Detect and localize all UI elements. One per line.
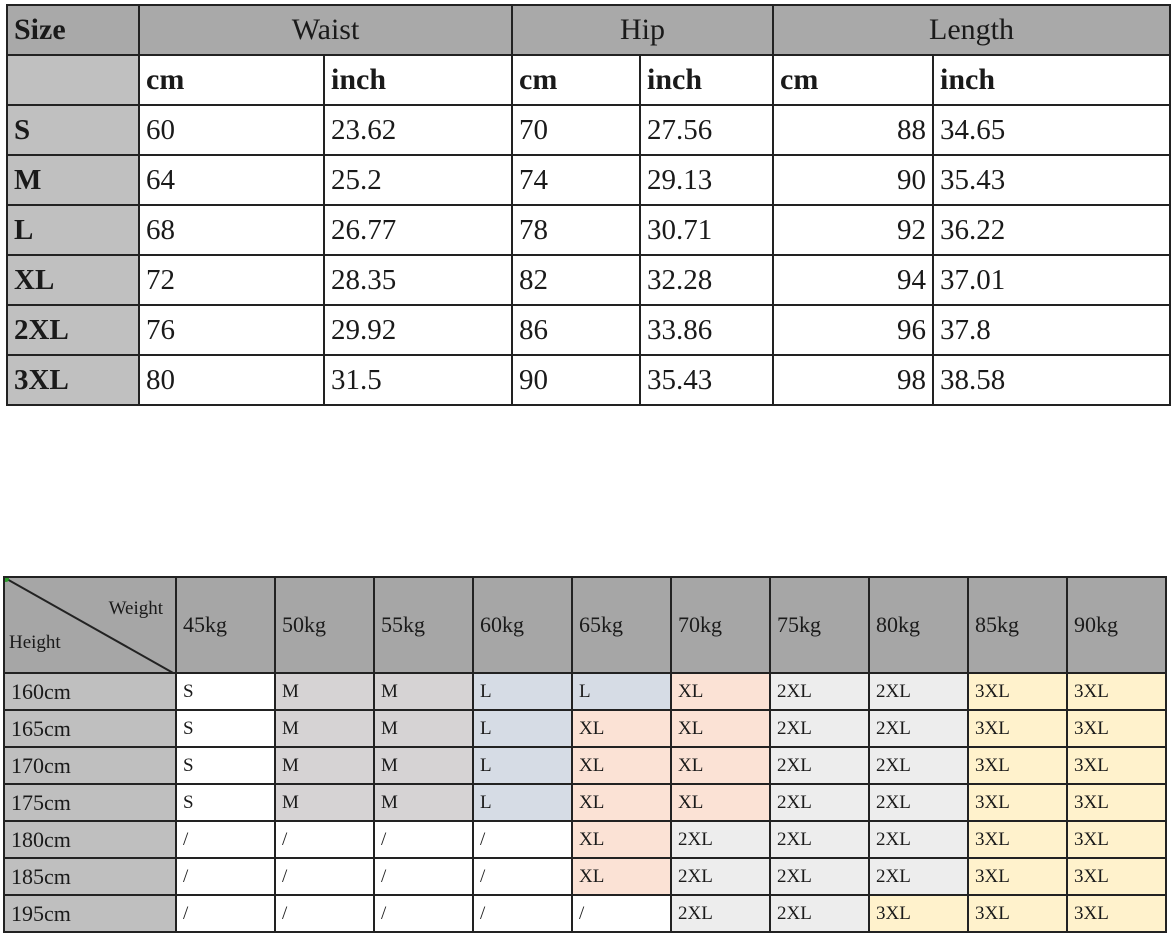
table-row (7, 255, 1170, 305)
value-cell: 38.58 (933, 355, 1170, 405)
size-cell: 3XL (968, 895, 1067, 932)
table-row (7, 355, 1170, 405)
value-cell: 28.35 (324, 255, 512, 305)
blank-cell (7, 55, 139, 105)
header-row (7, 5, 1170, 55)
weight-header: 45kg (176, 577, 275, 673)
size-cell: 3XL (1067, 784, 1166, 821)
weight-header: 55kg (374, 577, 473, 673)
size-cell: 3XL (7, 355, 139, 405)
size-cell: L (572, 673, 671, 710)
size-cell: 2XL (869, 673, 968, 710)
size-cell: M (275, 710, 374, 747)
value-cell: 29.92 (324, 305, 512, 355)
size-header: Size (7, 5, 139, 55)
value-cell: 80 (139, 355, 324, 405)
corner-cell (4, 577, 176, 673)
size-cell: / (473, 895, 572, 932)
size-cell: 3XL (968, 821, 1067, 858)
value-cell: 32.28 (640, 255, 773, 305)
size-cell: 2XL (770, 673, 869, 710)
value-cell: 35.43 (933, 155, 1170, 205)
size-cell: 2XL (7, 305, 139, 355)
unit-cell: inch (640, 55, 773, 105)
table-row (4, 673, 1166, 710)
weight-header: 65kg (572, 577, 671, 673)
value-cell: 36.22 (933, 205, 1170, 255)
size-cell: M (374, 747, 473, 784)
size-cell: XL (572, 821, 671, 858)
size-cell: 3XL (968, 710, 1067, 747)
value-cell: 26.77 (324, 205, 512, 255)
diagonal-divider (5, 578, 176, 673)
size-cell: 2XL (869, 784, 968, 821)
size-cell: 2XL (770, 895, 869, 932)
value-cell: 25.2 (324, 155, 512, 205)
value-cell: 60 (139, 105, 324, 155)
size-cell: M (374, 784, 473, 821)
size-cell: / (275, 858, 374, 895)
unit-cell: cm (773, 55, 933, 105)
value-cell: 33.86 (640, 305, 773, 355)
size-cell: L (473, 673, 572, 710)
size-cell: XL (671, 710, 770, 747)
unit-cell: inch (933, 55, 1170, 105)
size-cell: 2XL (770, 710, 869, 747)
size-cell: XL (572, 747, 671, 784)
weight-label: Weight (108, 598, 163, 619)
value-cell: 37.8 (933, 305, 1170, 355)
size-cell: S (176, 784, 275, 821)
table-row (7, 305, 1170, 355)
height-cell: 195cm (4, 895, 176, 932)
size-cell: 3XL (968, 747, 1067, 784)
size-cell: L (473, 710, 572, 747)
value-cell: 94 (773, 255, 933, 305)
unit-cell: cm (512, 55, 640, 105)
size-cell: XL (572, 710, 671, 747)
height-cell: 180cm (4, 821, 176, 858)
value-cell: 70 (512, 105, 640, 155)
value-cell: 35.43 (640, 355, 773, 405)
weight-header: 60kg (473, 577, 572, 673)
size-cell: M (275, 784, 374, 821)
size-cell: / (473, 858, 572, 895)
height-cell: 175cm (4, 784, 176, 821)
value-cell: 90 (512, 355, 640, 405)
weight-header: 80kg (869, 577, 968, 673)
table-row (4, 821, 1166, 858)
size-cell: M (374, 710, 473, 747)
value-cell: 88 (773, 105, 933, 155)
size-cell: M (275, 747, 374, 784)
size-cell: XL (671, 784, 770, 821)
value-cell: 64 (139, 155, 324, 205)
size-cell: XL (572, 858, 671, 895)
size-cell: XL (671, 747, 770, 784)
size-cell: / (374, 858, 473, 895)
height-label: Height (9, 632, 61, 653)
table-row (4, 858, 1166, 895)
value-cell: 72 (139, 255, 324, 305)
size-cell: 3XL (1067, 858, 1166, 895)
height-cell: 185cm (4, 858, 176, 895)
height-cell: 160cm (4, 673, 176, 710)
size-cell: L (7, 205, 139, 255)
value-cell: 96 (773, 305, 933, 355)
weight-header: 90kg (1067, 577, 1166, 673)
size-cell: / (374, 821, 473, 858)
size-cell: 2XL (869, 747, 968, 784)
weight-header: 75kg (770, 577, 869, 673)
size-cell: S (7, 105, 139, 155)
value-cell: 90 (773, 155, 933, 205)
table-row (4, 747, 1166, 784)
size-cell: 3XL (1067, 747, 1166, 784)
table-row (7, 155, 1170, 205)
size-cell: L (473, 784, 572, 821)
size-cell: S (176, 747, 275, 784)
size-cell: M (7, 155, 139, 205)
unit-cell: cm (139, 55, 324, 105)
value-cell: 30.71 (640, 205, 773, 255)
size-cell: / (275, 895, 374, 932)
value-cell: 37.01 (933, 255, 1170, 305)
size-cell: 3XL (968, 673, 1067, 710)
size-cell: 2XL (869, 821, 968, 858)
size-cell: 3XL (1067, 895, 1166, 932)
weight-header-row (4, 577, 1166, 673)
size-cell: / (275, 821, 374, 858)
size-cell: 3XL (968, 784, 1067, 821)
value-cell: 23.62 (324, 105, 512, 155)
size-cell: 2XL (869, 858, 968, 895)
size-cell: / (572, 895, 671, 932)
size-cell: S (176, 710, 275, 747)
table-row (4, 784, 1166, 821)
size-cell: 3XL (1067, 821, 1166, 858)
value-cell: 31.5 (324, 355, 512, 405)
size-cell: / (176, 821, 275, 858)
value-cell: 82 (512, 255, 640, 305)
weight-header: 50kg (275, 577, 374, 673)
size-cell: XL (572, 784, 671, 821)
weight-header: 85kg (968, 577, 1067, 673)
value-cell: 76 (139, 305, 324, 355)
size-cell: 2XL (770, 747, 869, 784)
size-cell: S (176, 673, 275, 710)
hip-header: Hip (512, 5, 773, 55)
value-cell: 86 (512, 305, 640, 355)
size-cell: / (374, 895, 473, 932)
value-cell: 29.13 (640, 155, 773, 205)
size-recommendation-table (3, 576, 1167, 933)
weight-header: 70kg (671, 577, 770, 673)
size-cell: XL (671, 673, 770, 710)
table-row (4, 895, 1166, 932)
waist-header: Waist (139, 5, 512, 55)
size-cell: L (473, 747, 572, 784)
size-cell: 2XL (869, 710, 968, 747)
measurement-table (6, 4, 1171, 406)
size-cell: 3XL (968, 858, 1067, 895)
size-cell: / (176, 858, 275, 895)
unit-row (7, 55, 1170, 105)
value-cell: 68 (139, 205, 324, 255)
value-cell: 27.56 (640, 105, 773, 155)
size-cell: XL (7, 255, 139, 305)
value-cell: 34.65 (933, 105, 1170, 155)
size-cell: 3XL (1067, 673, 1166, 710)
height-cell: 165cm (4, 710, 176, 747)
value-cell: 92 (773, 205, 933, 255)
size-cell: 3XL (1067, 710, 1166, 747)
size-cell: 2XL (770, 821, 869, 858)
unit-cell: inch (324, 55, 512, 105)
table-row (7, 105, 1170, 155)
value-cell: 74 (512, 155, 640, 205)
size-cell: 2XL (671, 895, 770, 932)
size-cell: 2XL (770, 784, 869, 821)
size-cell: / (473, 821, 572, 858)
size-cell: 2XL (770, 858, 869, 895)
size-cell: M (374, 673, 473, 710)
size-cell: M (275, 673, 374, 710)
size-cell: 3XL (869, 895, 968, 932)
height-cell: 170cm (4, 747, 176, 784)
table-row (7, 205, 1170, 255)
table-row (4, 710, 1166, 747)
value-cell: 78 (512, 205, 640, 255)
size-cell: / (176, 895, 275, 932)
length-header: Length (773, 5, 1170, 55)
size-cell: 2XL (671, 821, 770, 858)
size-cell: 2XL (671, 858, 770, 895)
value-cell: 98 (773, 355, 933, 405)
